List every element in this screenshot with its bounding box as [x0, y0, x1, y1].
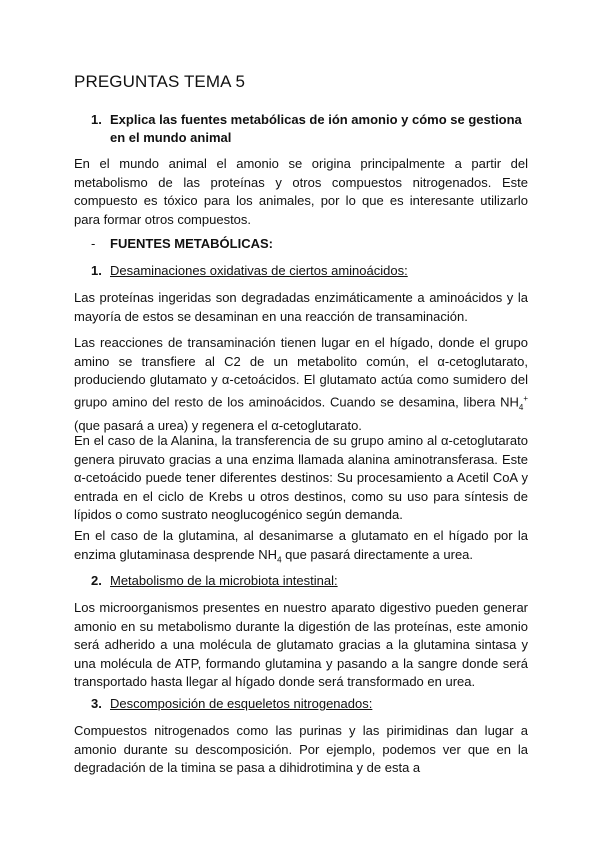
- s1-paragraph-3: En el caso de la Alanina, la transferencia de su grupo amino al α-cetoglutarato genera piruvato gracias a una enzima llamada alanina aminotransferasa. Este α-cetoácido puede tener diferentes destinos: Su procesamiento a Acetil CoA y entrada en el ciclo de Krebs u otros destinos, como su uso para síntesis de lípidos o como sustrato neoglucogénico según demanda.: [74, 433, 528, 523]
- subsection-number: 2.: [91, 573, 102, 588]
- s1-p2-end: (que pasará a urea) y regenera el α-cetoglutarato.: [74, 418, 362, 434]
- subsection-title: Descomposición de esqueletos nitrogenados:: [110, 696, 373, 711]
- intro-paragraph: En el mundo animal el amonio se origina principalmente a partir del metabolismo de las proteínas y otros compuestos nitrogenados. Este compuesto es tóxico para los animales, por lo que es interesante utilizarlo para formar otros compuestos.: [74, 156, 528, 227]
- s1-paragraph-1: Las proteínas ingeridas son degradadas enzimáticamente a aminoácidos y la mayoría de estos se desaminan en una reacción de transaminación.: [74, 290, 528, 324]
- question-text: Explica las fuentes metabólicas de ión amonio y cómo se gestiona en el mundo animal: [110, 112, 522, 145]
- s1-paragraph-4: [74, 527, 528, 570]
- nh4-subscript: 4: [518, 402, 524, 412]
- subsection-number: 1.: [91, 263, 102, 278]
- question-number: 1.: [91, 112, 102, 127]
- s1-paragraph-2: [74, 334, 528, 436]
- s2-paragraph-1: Los microorganismos presentes en nuestro aparato digestivo pueden generar amonio en su metabolismo durante la digestión de las proteínas, este amonio será adherido a una molécula de glutamato gracias a la glutamina sintasa y una molécula de ATP, formando glutamina y pasando a la sangre donde será transportado hasta llegar al hígado donde será transformado en urea.: [74, 600, 528, 690]
- s3-paragraph-1: Compuestos nitrogenados como las purinas y las pirimidinas dan lugar a amonio durante su descomposición. Por ejemplo, podemos ver que en la degradación de la timina se pasa a dihidrotimina y de esta a: [74, 723, 528, 776]
- page-title: PREGUNTAS TEMA 5: [74, 72, 246, 91]
- section-label: FUENTES METABÓLICAS:: [110, 236, 273, 251]
- section-dash: -: [91, 236, 96, 251]
- nh4-subscript: 4: [277, 555, 282, 565]
- subsection-title: Metabolismo de la microbiota intestinal:: [110, 573, 338, 588]
- s1-p4-end: que pasará directamente a urea.: [281, 546, 474, 562]
- s1-p4-text: En el caso de la glutamina, al desanimarse a glutamato en el hígado por la enzima glutaminasa desprende NH: [74, 528, 528, 562]
- nh4-superscript: +: [523, 393, 528, 403]
- s1-p2-text: Las reacciones de transaminación tienen lugar en el hígado, donde el grupo amino se transfiere al C2 de un metabolito común, el α-cetoglutarato, produciendo glutamato y α-cetoácidos. El glutamato actúa como sumidero del grupo amino del resto de los aminoácidos. Cuando se desamina, libera NH: [74, 335, 528, 410]
- subsection-title: Desaminaciones oxidativas de ciertos aminoácidos:: [110, 263, 408, 278]
- subsection-number: 3.: [91, 696, 102, 711]
